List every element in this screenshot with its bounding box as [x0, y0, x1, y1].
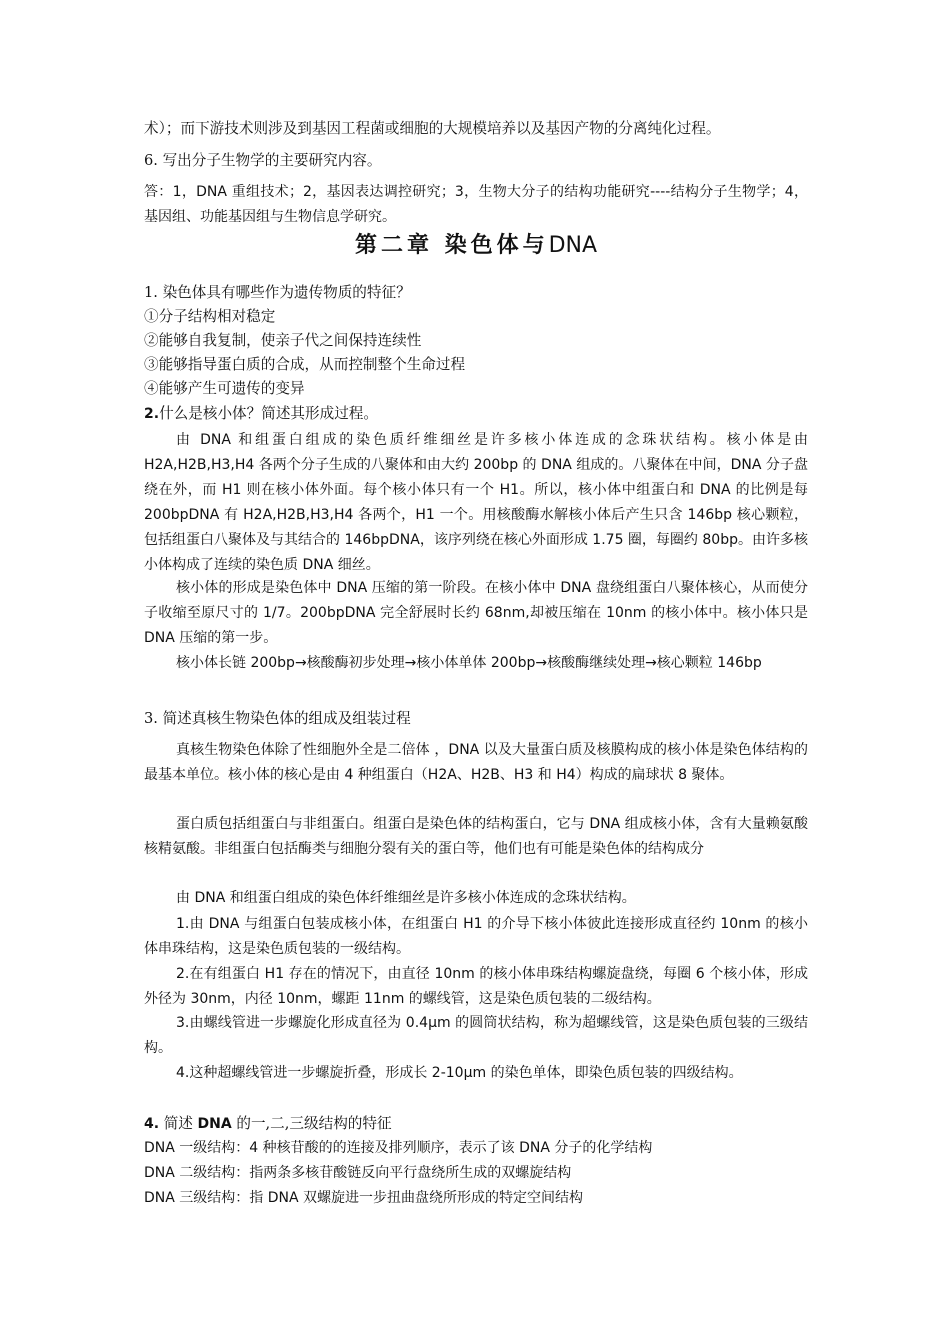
q2-paragraph-1: 由 DNA 和组蛋白组成的染色质纤维细丝是许多核小体连成的念珠状结构。核小体是由 H2A,H2B,H3,H4 各两个分子生成的八聚体和由大约 200bp 的 DNA 组成的。八聚体在中间，DNA 分子盘绕在外，而 H1 则在核小体外面。每个核小体只有一个 H1。所以，核小体中组蛋白和 DNA 的比例是每 200bpDNA 有 H2A,H2B,H3,H4 各两个，H1 一个。用核酸酶水解核小体后产生只含 146bp 核心颗粒，包括组蛋白八聚体及与其结合的 146bpDNA，该序列绕在核心外面形成 1.75 圈，每圈约 80bp。由许多核小体构成了连续的染色质 DNA 细丝。 — [144, 432, 808, 573]
question-4 — [144, 1111, 808, 1137]
q2-paragraph-2: 核小体的形成是染色体中 DNA 压缩的第一阶段。在核小体中 DNA 盘绕组蛋白八聚体核心，从而使分子收缩至原尺寸的 1/7。200bpDNA 完全舒展时长约 68nm,却被压缩在 10nm 的核小体中。核小体只是 DNA 压缩的第一步。 — [144, 580, 808, 646]
q4-text-dna: DNA — [197, 1116, 232, 1132]
q3-paragraph-3: 由 DNA 和组蛋白组成的染色体纤维细丝是许多核小体连成的念珠状结构。 — [176, 890, 636, 906]
question-6: 6. 写出分子生物学的主要研究内容。 — [144, 152, 382, 169]
q4-number: 4. — [144, 1116, 160, 1132]
q1-item-3: ③能够指导蛋白质的合成，从而控制整个生命过程 — [144, 356, 466, 373]
answer-6: 答：1，DNA 重组技术；2，基因表达调控研究；3，生物大分子的结构功能研究----结构分子生物学；4，基因组、功能基因组与生物信息学研究。 — [144, 184, 808, 225]
q2-number: 2. — [144, 406, 160, 422]
chapter-title-cn: 第二章 染色体与 — [354, 232, 549, 258]
q1-item-2: ②能够自我复制，使亲子代之间保持连续性 — [144, 332, 422, 349]
q4-line-3: DNA 三级结构：指 DNA 双螺旋进一步扭曲盘绕所形成的特定空间结构 — [144, 1190, 584, 1206]
chapter-title — [144, 230, 808, 261]
q4-text-pre: 简述 — [159, 1115, 198, 1132]
q2-paragraph-3: 核小体长链 200bp→核酸酶初步处理→核小体单体 200bp→核酸酶继续处理→核心颗粒 146bp — [176, 655, 762, 671]
q3-step-2: 2.在有组蛋白 H1 存在的情况下，由直径 10nm 的核小体串珠结构螺旋盘绕，每圈 6 个核小体，形成外径为 30nm，内径 10nm，螺距 11nm 的螺线管，这是染色质包装的二级结构。 — [144, 966, 808, 1007]
q1-item-1: ①分子结构相对稳定 — [144, 308, 276, 325]
chapter-title-en: DNA — [548, 233, 598, 258]
intro-paragraph: 术）；而下游技术则涉及到基因工程菌或细胞的大规模培养以及基因产物的分离纯化过程。 — [144, 120, 721, 137]
question-3: 3. 简述真核生物染色体的组成及组装过程 — [144, 710, 411, 727]
q3-paragraph-1: 真核生物染色体除了性细胞外全是二倍体 ，DNA 以及大量蛋白质及核膜构成的核小体是染色体结构的最基本单位。核小体的核心是由 4 种组蛋白（H2A、H2B、H3 和 H4）构成的扁球状 8 聚体。 — [144, 742, 808, 783]
q2-text: 什么是核小体？简述其形成过程。 — [159, 405, 378, 422]
q3-step-1: 1.由 DNA 与组蛋白包装成核小体，在组蛋白 H1 的介导下核小体彼此连接形成直径约 10nm 的核小体串珠结构，这是染色质包装的一级结构。 — [144, 916, 808, 957]
q3-paragraph-2: 蛋白质包括组蛋白与非组蛋白。组蛋白是染色体的结构蛋白，它与 DNA 组成核小体，含有大量赖氨酸核精氨酸。非组蛋白包括酶类与细胞分裂有关的蛋白等，他们也有可能是染色体的结构成分 — [144, 816, 808, 857]
question-2 — [144, 401, 808, 427]
q1-item-4: ④能够产生可遗传的变异 — [144, 380, 305, 397]
q4-line-1: DNA 一级结构：4 种核苷酸的的连接及排列顺序，表示了该 DNA 分子的化学结构 — [144, 1140, 653, 1156]
question-1: 1. 染色体具有哪些作为遗传物质的特征？ — [144, 284, 411, 301]
q4-text-post: 的一,二,三级结构的特征 — [231, 1115, 392, 1132]
q3-step-3: 3.由螺线管进一步螺旋化形成直径为 0.4μm 的圆筒状结构，称为超螺线管，这是染色质包装的三级结构。 — [144, 1015, 808, 1056]
q4-line-2: DNA 二级结构：指两条多核苷酸链反向平行盘绕所生成的双螺旋结构 — [144, 1165, 572, 1181]
q3-step-4: 4.这种超螺线管进一步螺旋折叠，形成长 2-10μm 的染色单体，即染色质包装的四级结构。 — [176, 1065, 743, 1081]
